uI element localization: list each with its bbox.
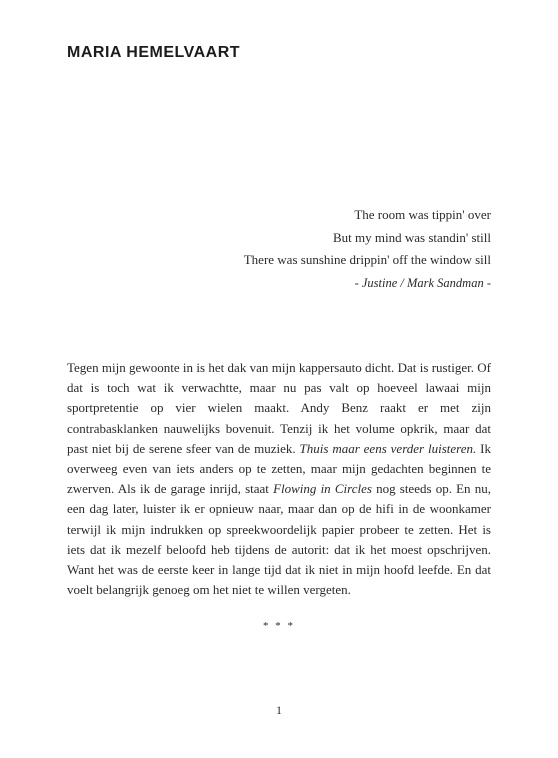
author-name: MARIA HEMELVAART	[67, 44, 241, 61]
epigraph-line: The room was tippin' over	[354, 207, 491, 222]
page-number: 1	[276, 703, 282, 717]
epigraph	[131, 204, 491, 294]
epigraph-line: But my mind was standin' still	[333, 229, 491, 245]
body-text-segment: Ik overweeg even van iets anders op te zetten, maar mijn gedachten beginnen te zwerven. Als ik de garage inrijd, staat	[67, 440, 491, 497]
body-text-italic: Flowing in Circles	[273, 481, 372, 497]
section-separator: * * *	[263, 620, 295, 632]
body-text-segment: Tegen mijn gewoonte in is het dak van mijn kappersauto dicht. Dat is rustiger. Of dat is toch wat ik verwachtte, maar nu pas valt op hoeveel lawaai mijn sportpretentie op vier wielen maakt. Andy Benz raakt er met zijn contrabasklanken nauwelijks bovenuit. Tenzij ik het volume opkrik, maar dat past niet bij de serene sfeer van de muziek.	[67, 360, 491, 456]
epigraph-line: There was sunshine drippin' off the window sill	[243, 252, 491, 267]
body-paragraph	[67, 358, 491, 600]
body-text-italic: Thuis maar eens verder luisteren.	[299, 440, 477, 456]
body-text-segment: nog steeds op. En nu, een dag later, luister ik er opnieuw naar, maar dan op de hifi in de woonkamer terwijl ik mijn indrukken op spreekwoordelijk papier probeer te zetten. Het is iets dat ik mezelf beloofd heb tijdens de autorit: dat ik het moest opschrijven. Want het was de eerste keer in lange tijd dat ik niet in mijn hoofd leefde. En dat voelt belangrijk genoeg om het niet te willen vergeten.	[67, 481, 491, 598]
epigraph-attribution: - Justine / Mark Sandman -	[354, 275, 491, 290]
